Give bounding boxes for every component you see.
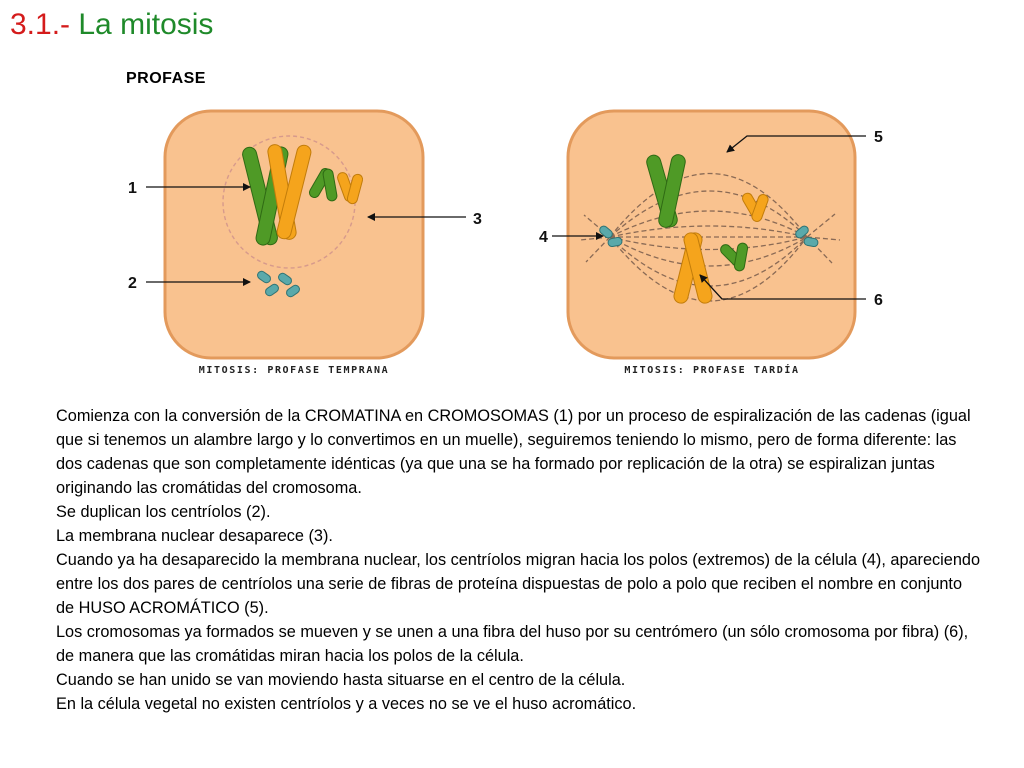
paragraph: Se duplican los centríolos (2).	[56, 503, 271, 521]
early-prophase-cell	[165, 111, 423, 376]
left-caption: MITOSIS: PROFASE TEMPRANA	[198, 365, 390, 376]
marker-5: 5	[874, 129, 883, 146]
title-number: 3.1.-	[10, 8, 71, 41]
right-caption: MITOSIS: PROFASE TARDÍA	[624, 365, 800, 376]
late-prophase-cell	[568, 111, 855, 376]
title-text: La mitosis	[78, 8, 214, 41]
paragraph: En la célula vegetal no existen centríolos y a veces no se ve el huso acromático.	[56, 695, 637, 713]
section-heading: PROFASE	[126, 70, 206, 87]
paragraph: Cuando ya ha desaparecido la membrana nuclear, los centríolos migran hacia los polos (extremos) de la célula (4), apareciendo entre los dos pares de centríolos una serie de fibras de proteína dispuestas de polo a polo que reciben el nombre en conjunto de HUSO ACROMÁTICO (5).	[56, 551, 981, 617]
marker-6: 6	[874, 292, 883, 309]
body-text	[56, 404, 981, 716]
marker-2: 2	[128, 275, 137, 292]
paragraph: Comienza con la conversión de la CROMATINA en CROMOSOMAS (1) por un proceso de espiralización de las cadenas (igual que si tenemos un alambre largo y lo convertimos en un muelle), seguiremos teniendo lo mismo, pero de forma diferente: las dos cadenas que son completamente idénticas (ya que una se ha formado por replicación de la otra) se espiralizan juntas originando las cromátidas del cromosoma.	[56, 407, 971, 497]
paragraph: La membrana nuclear desaparece (3).	[56, 527, 333, 545]
paragraph: Los cromosomas ya formados se mueven y se unen a una fibra del huso por su centrómero (un sólo cromosoma por fibra) (6), de manera que las cromátidas miran hacia los polos de la célula.	[56, 623, 969, 665]
marker-1: 1	[128, 180, 137, 197]
marker-4: 4	[539, 229, 548, 246]
marker-3: 3	[473, 211, 482, 228]
paragraph: Cuando se han unido se van moviendo hasta situarse en el centro de la célula.	[56, 671, 626, 689]
